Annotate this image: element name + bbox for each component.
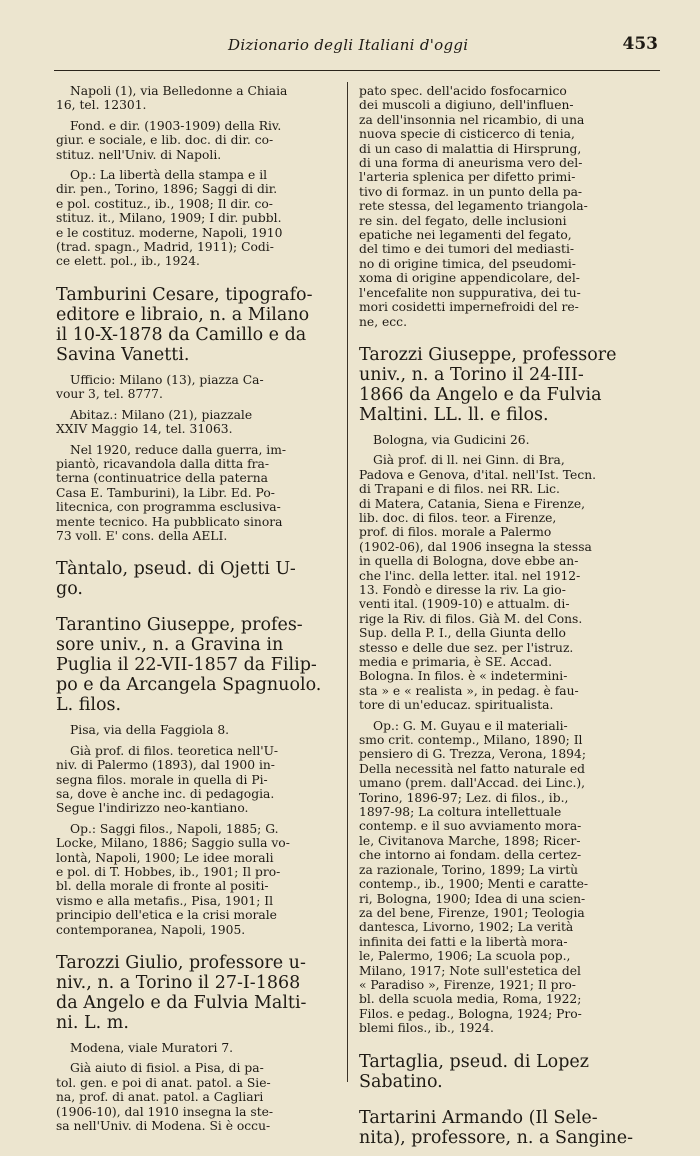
text-line: e pol. costituz., ib., 1908; Il dir. co- — [56, 196, 273, 211]
text-line: Nel 1920, reduce dalla guerra, im- — [70, 442, 287, 457]
text-line: go. — [56, 579, 83, 600]
text-line: na, prof. di anat. patol. a Cagliari — [56, 1090, 264, 1105]
text-line: nuova specie di cisticerco di tenia, — [359, 127, 575, 142]
text-line: za del bene, Firenze, 1901; Teologia — [359, 905, 585, 920]
text-line: sore univ., n. a Gravina in — [56, 635, 284, 656]
text-line: il 10-X-1878 da Camillo e da — [56, 324, 307, 345]
text-line: Della necessità nel fatto naturale ed — [359, 761, 586, 776]
text-line: (1902-06), dal 1906 insegna la stessa — [359, 539, 592, 554]
entry-works — [56, 822, 346, 937]
text-line: Sup. della P. I., della Giunta dello — [359, 626, 566, 641]
text-line: editore e libraio, n. a Milano — [56, 304, 310, 325]
text-line: da Angelo e da Fulvia Malti- — [56, 993, 307, 1014]
text-line: Tarozzi Giulio, professore u- — [56, 953, 306, 974]
entry-biography — [56, 1061, 346, 1133]
entry-heading-tamburini — [56, 285, 346, 365]
entry-heading-tartaglia — [359, 1052, 643, 1092]
text-line: Op.: G. M. Guyau e il materiali- — [373, 718, 568, 733]
text-line: ne, ecc. — [359, 314, 407, 329]
text-line: terna (continuatrice della paterna — [56, 471, 268, 486]
text-line: Ufficio: Milano (13), piazza Ca- — [70, 372, 264, 387]
text-line: di Trapani e di filos. nei RR. Lic. — [359, 482, 560, 497]
text-line: 73 voll. E' cons. della AELI. — [56, 528, 228, 543]
text-line: Maltini. LL. ll. e filos. — [359, 404, 549, 425]
left-column — [56, 84, 346, 1139]
text-line: Tamburini Cesare, tipografo- — [56, 284, 313, 305]
text-line: smo crit. contemp., Milano, 1890; Il — [359, 733, 583, 748]
entry-biography — [359, 453, 643, 712]
entry-works — [359, 719, 643, 1036]
entry-heading-tarozzi-giulio — [56, 953, 346, 1033]
text-line: mori cosidetti impernefroidi del re- — [359, 300, 579, 315]
text-line: contemp. e il suo avviamento mora- — [359, 819, 582, 834]
text-line: stesso e delle due sez. per l'istruz. — [359, 640, 574, 655]
text-line: umano (prem. dall'Accad. dei Linc.), — [359, 776, 586, 791]
text-line: bl. della scuola media, Roma, 1922; — [359, 992, 582, 1007]
text-line: Puglia il 22-VII-1857 da Filip- — [56, 655, 317, 676]
text-line: Locke, Milano, 1886; Saggio sulla vo- — [56, 836, 290, 851]
text-line: mente tecnico. Ha pubblicato sinora — [56, 514, 283, 529]
text-line: Filos. e pedag., Bologna, 1924; Pro- — [359, 1006, 582, 1021]
text-line: Già prof. di ll. nei Ginn. di Bra, — [373, 453, 565, 468]
entry-heading-tantalo — [56, 559, 346, 599]
entry-address — [359, 433, 643, 447]
text-line: blemi filos., ib., 1924. — [359, 1021, 494, 1036]
text-line: l'arteria splenica per difetto primi- — [359, 170, 576, 185]
text-line: che l'inc. della letter. ital. nel 1912- — [359, 568, 581, 583]
right-column — [359, 84, 643, 1156]
column-divider — [347, 82, 348, 1082]
entry-biography — [56, 443, 346, 544]
text-line: contemporanea, Napoli, 1905. — [56, 922, 246, 937]
text-line: in quella di Bologna, dove ebbe an- — [359, 554, 579, 569]
entry-continuation-paragraph — [56, 119, 346, 162]
text-line: le, Palermo, 1906; La scuola pop., — [359, 949, 571, 964]
text-line: (trad. spagn., Madrid, 1911); Codi- — [56, 240, 274, 255]
text-line: Bologna. In filos. è « indetermini- — [359, 669, 568, 684]
text-line: dantesca, Livorno, 1902; La verità — [359, 920, 574, 935]
text-line: Già prof. di filos. teoretica nell'U- — [70, 743, 278, 758]
text-line: che intorno ai fondam. della certez- — [359, 848, 582, 863]
text-line: 1866 da Angelo e da Fulvia — [359, 384, 602, 405]
text-line: giur. e sociale, e lib. doc. di dir. co- — [56, 133, 274, 148]
text-line: ri, Bologna, 1900; Idea di una scien- — [359, 891, 586, 906]
text-line: Torino, 1896-97; Lez. di filos., ib., — [359, 790, 569, 805]
text-line: no di origine timica, del pseudomi- — [359, 256, 576, 271]
entry-continuation — [359, 84, 643, 329]
text-line: rete stessa, del legamento triangola- — [359, 199, 588, 214]
text-line: univ., n. a Torino il 24-III- — [359, 364, 584, 385]
text-line: XXIV Maggio 14, tel. 31063. — [56, 422, 233, 437]
text-line: za dell'insonnia nel ricambio, di una — [359, 112, 585, 127]
text-line: epatiche nei legamenti del fegato, — [359, 228, 572, 243]
entry-address — [56, 723, 346, 737]
text-line: Tartarini Armando (Il Sele- — [359, 1107, 598, 1128]
entry-heading-tarantino — [56, 615, 346, 715]
entry-address — [56, 1041, 346, 1055]
text-line: sa, dove è anche inc. di pedagogia. — [56, 786, 275, 801]
text-line: del timo e dei tumori del mediasti- — [359, 242, 575, 257]
entry-continuation — [56, 84, 346, 113]
text-line: litecnica, con programma esclusiva- — [56, 500, 281, 515]
text-line: sta » e « realista », in pedag. è fau- — [359, 683, 579, 698]
text-line: e le costituz. moderne, Napoli, 1910 — [56, 225, 283, 240]
text-line: tol. gen. e poi di anat. patol. a Sie- — [56, 1075, 271, 1090]
entry-office — [56, 373, 346, 402]
text-line: rige la Riv. di filos. Già M. del Cons. — [359, 611, 583, 626]
text-line: 16, tel. 12301. — [56, 98, 147, 113]
entry-heading-tarozzi-giuseppe — [359, 345, 643, 425]
text-line: ce elett. pol., ib., 1924. — [56, 254, 200, 269]
text-line: di un caso di malattia di Hirsprung, — [359, 141, 582, 156]
text-line: di Matera, Catania, Siena e Firenze, — [359, 496, 586, 511]
text-line: Tartaglia, pseud. di Lopez — [359, 1051, 589, 1072]
text-line: 13. Fondò e diresse la riv. La gio- — [359, 582, 566, 597]
text-line: « Paradiso », Firenze, 1921; Il pro- — [359, 977, 576, 992]
entry-continuation-works — [56, 168, 346, 269]
text-line: contemp., ib., 1900; Menti e caratte- — [359, 877, 589, 892]
text-line: Sabatino. — [359, 1071, 443, 1092]
text-line: Segue l'indirizzo neo-kantiano. — [56, 801, 249, 816]
entry-heading-tartarini — [359, 1108, 643, 1148]
text-line: Già aiuto di fisiol. a Pisa, di pa- — [70, 1061, 264, 1076]
text-line: stituz. nell'Univ. di Napoli. — [56, 147, 222, 162]
text-line: Modena, viale Muratori 7. — [70, 1041, 234, 1056]
text-line: Tàntalo, pseud. di Ojetti U- — [56, 559, 296, 580]
text-line: Napoli (1), via Belledonne a Chiaia — [70, 84, 288, 98]
text-line: sa nell'Univ. di Modena. Si è occu- — [56, 1119, 271, 1134]
text-line: di una forma di aneurisma vero del- — [359, 156, 583, 171]
text-line: nita), professore, n. a Sangine- — [359, 1127, 633, 1148]
text-line: pato spec. dell'acido fosfocarnico — [359, 84, 567, 98]
entry-residence — [56, 408, 346, 437]
text-line: venti ital. (1909-10) e attualm. di- — [359, 597, 570, 612]
text-line: tore di un'educaz. spiritualista. — [359, 698, 554, 713]
text-line: Savina Vanetti. — [56, 344, 190, 365]
text-line: Op.: Saggi filos., Napoli, 1885; G. — [70, 821, 279, 836]
text-line: L. filos. — [56, 695, 122, 716]
text-line: Milano, 1917; Note sull'estetica del — [359, 963, 581, 978]
text-line: (1906-10), dal 1910 insegna la ste- — [56, 1104, 274, 1119]
text-line: bl. della morale di fronte al positi- — [56, 879, 269, 894]
text-line: Casa E. Tamburini), la Libr. Ed. Po- — [56, 485, 275, 500]
text-line: infinita dei fatti e la libertà mora- — [359, 934, 568, 949]
text-line: le, Civitanova Marche, 1898; Ricer- — [359, 833, 581, 848]
text-line: stituz. it., Milano, 1909; I dir. pubbl. — [56, 211, 282, 226]
text-line: Fond. e dir. (1903-1909) della Riv. — [70, 118, 282, 133]
text-line: Tarantino Giuseppe, profes- — [56, 615, 303, 636]
text-line: Tarozzi Giuseppe, professore — [359, 344, 617, 365]
text-line: dir. pen., Torino, 1896; Saggi di dir. — [56, 182, 278, 197]
text-line: Pisa, via della Faggiola 8. — [70, 723, 230, 738]
text-line: re sin. del fegato, delle inclusioni — [359, 213, 567, 228]
text-line: tivo di formaz. in un punto della pa- — [359, 184, 583, 199]
text-line: niv., n. a Torino il 27-I-1868 — [56, 973, 301, 994]
text-line: pensiero di G. Trezza, Verona, 1894; — [359, 747, 586, 762]
text-line: 1897-98; La coltura intellettuale — [359, 805, 562, 820]
text-line: xoma di origine appendicolare, del- — [359, 271, 580, 286]
text-line: niv. di Palermo (1893), dal 1900 in- — [56, 758, 275, 773]
entry-biography — [56, 744, 346, 816]
text-line: ni. L. m. — [56, 1013, 129, 1034]
text-line: Op.: La libertà della stampa e il — [70, 168, 268, 183]
text-line: lib. doc. di filos. teor. a Firenze, — [359, 510, 557, 525]
text-line: Padova e Genova, d'ital. nell'Ist. Tecn. — [359, 467, 597, 482]
text-line: vismo e alla metafis., Pisa, 1901; Il — [56, 893, 274, 908]
text-line: piantò, ricavandola dalla ditta fra- — [56, 456, 270, 471]
text-line: vour 3, tel. 8777. — [56, 387, 163, 402]
text-line: principio dell'etica e la crisi morale — [56, 908, 277, 923]
text-line: l'encefalite non suppurativa, dei tu- — [359, 285, 581, 300]
text-line: Abitaz.: Milano (21), piazzale — [70, 407, 253, 422]
text-line: e pol. di T. Hobbes, ib., 1901; Il pro- — [56, 865, 281, 879]
text-line: Bologna, via Gudicini 26. — [373, 432, 530, 447]
text-line: za razionale, Torino, 1899; La virtù — [359, 862, 578, 877]
running-title: Dizionario degli Italiani d'oggi — [228, 36, 469, 54]
text-line: dei muscoli a digiuno, dell'influen- — [359, 98, 574, 113]
text-line: lontà, Napoli, 1900; Le idee morali — [56, 850, 274, 865]
page-header — [54, 32, 660, 71]
text-line: po e da Arcangela Spagnuolo. — [56, 675, 322, 696]
page-number: 453 — [622, 34, 658, 54]
text-line: segna filos. morale in quella di Pi- — [56, 772, 268, 787]
text-line: media e primaria, è SE. Accad. — [359, 655, 552, 669]
text-line: prof. di filos. morale a Palermo — [359, 525, 552, 540]
